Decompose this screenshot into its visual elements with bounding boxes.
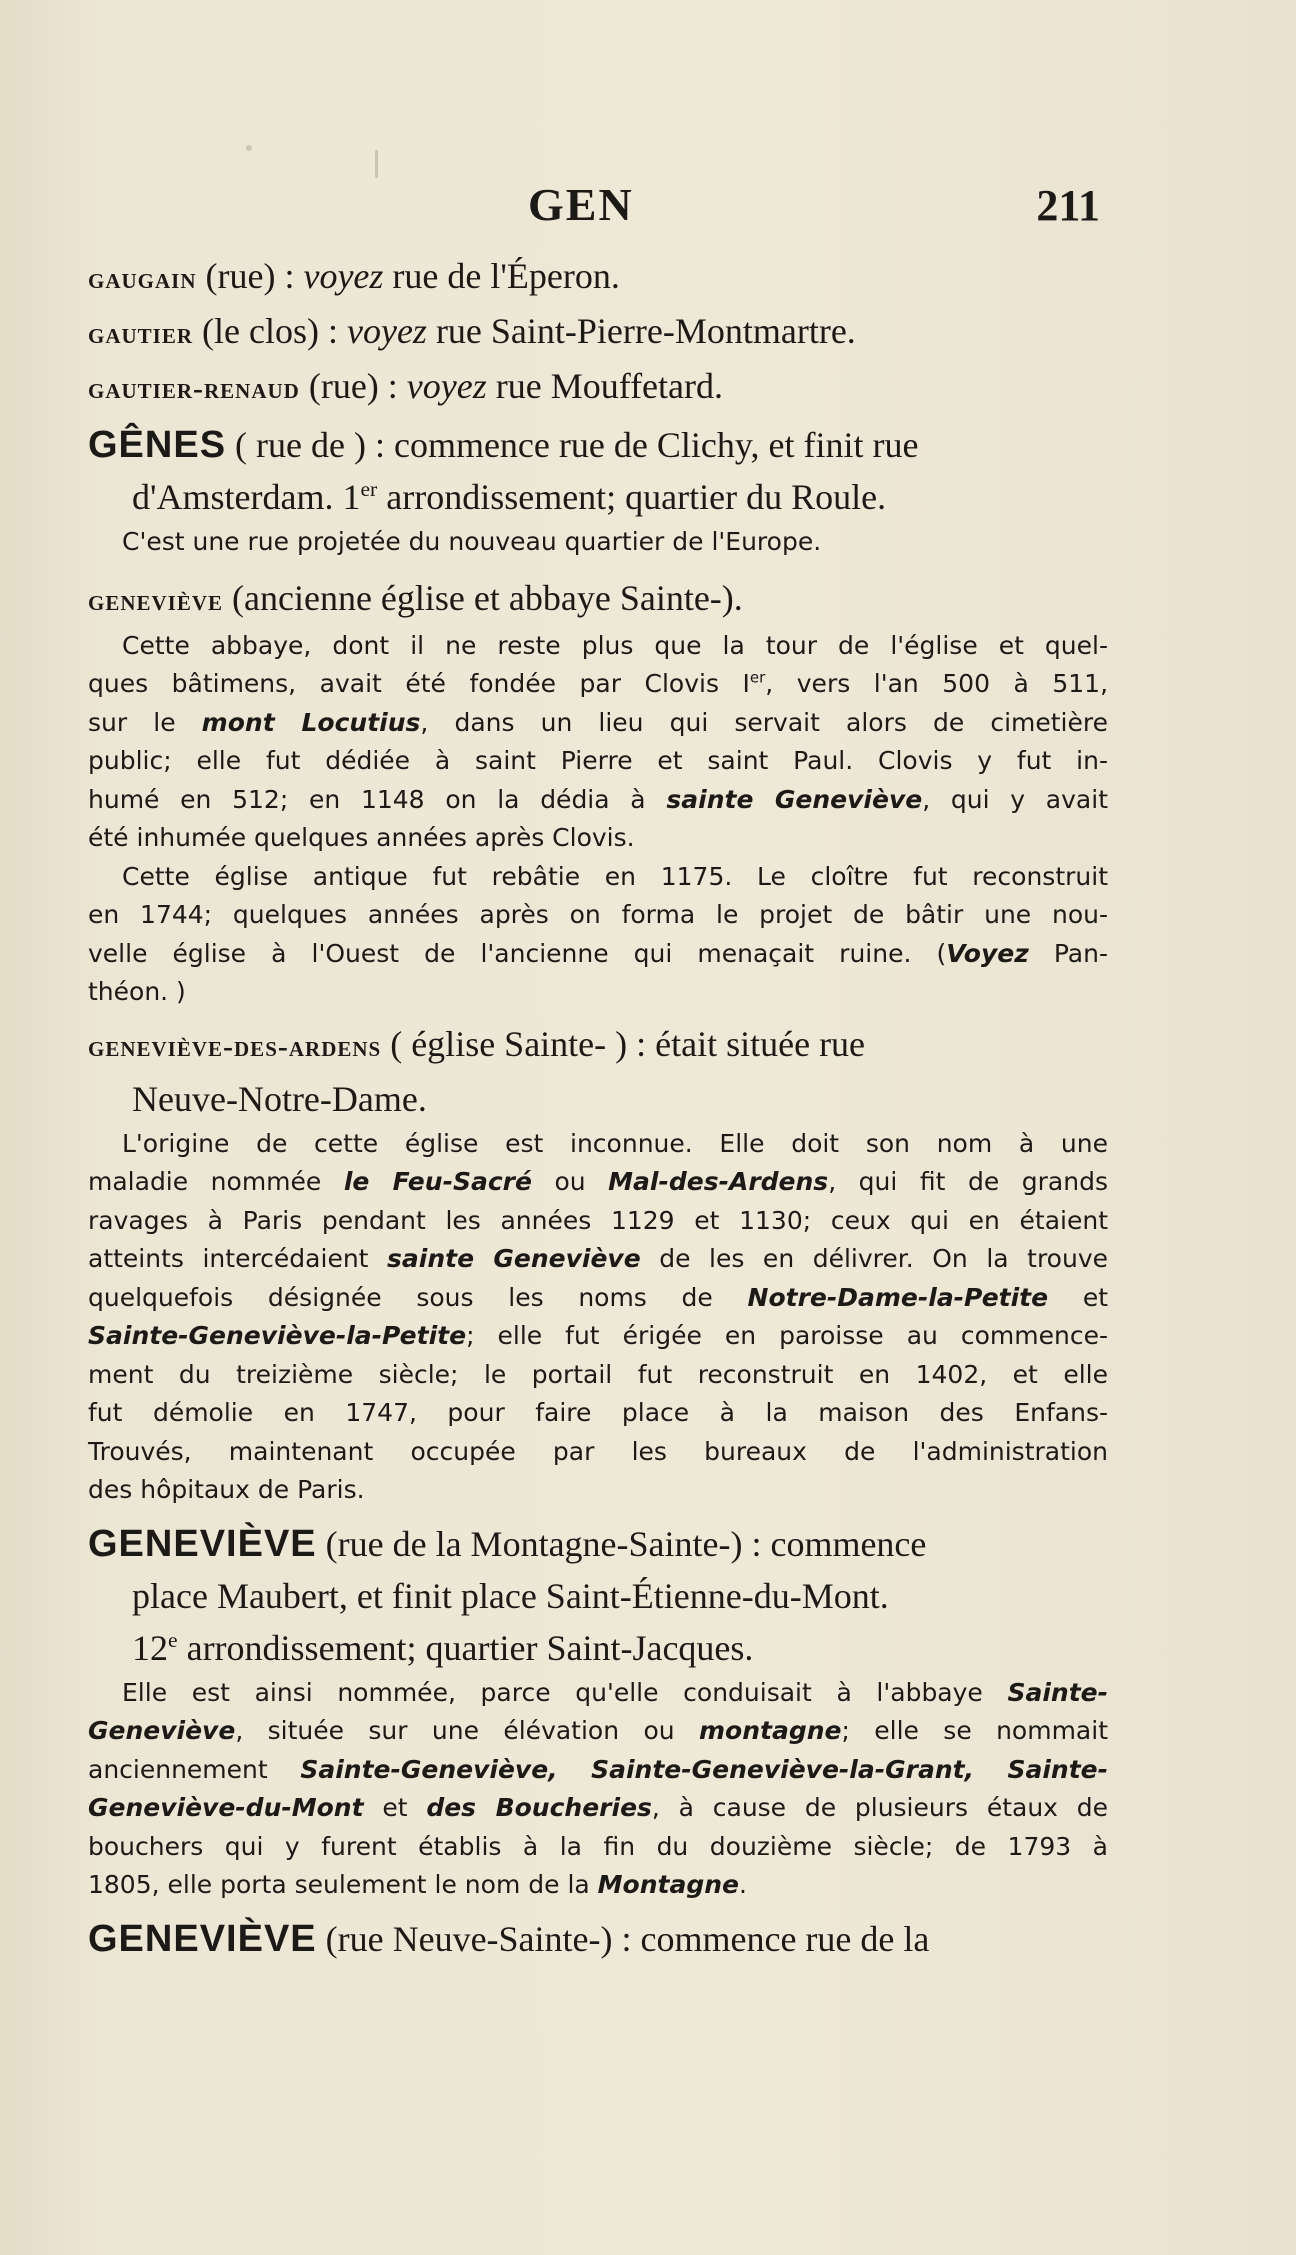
entry-head: GENEVIÈVE xyxy=(88,1917,317,1960)
entry-rue-montagne-sainte-genevieve: GENEVIÈVE (rue de la Montagne-Sainte-) : commence place Maubert, et finit place Saint-Étienne-du-Mont. 12e arrondissement; quartier Saint-Jacques. Elle est ainsi nommée, parce qu'elle conduisait à l'abbaye Sainte- Geneviève, située sur une élévation ou montagne; elle se nommait anciennement Sainte-Geneviève, Sainte-Geneviève-la-Grant, Sainte- Geneviève-du-Mont et des Boucheries, à cause de plusieurs étaux de bouchers qui y furent établis à la fin du douzième siècle; de 1793 à 1805, elle porta seulement le nom de la Montagne. xyxy=(88,1518,1108,1905)
entry-body: L'origine de cette église est inconnue. Elle doit son nom à une maladie nommée le Feu-Sacré ou Mal-des-Ardens, qui fit de grands ravages à Paris pendant les années 1129 et 1130; ceux qui en étaient atteints intercédaient sainte Geneviève de les en délivrer. On la trouve quelquefois désignée sous les noms de Notre-Dame-la-Petite et Sainte-Geneviève-la-Petite; elle fut érigée en paroisse au commence- ment du treizième siècle; le portail fut reconstruit en 1402, et elle fut démolie en 1747, pour faire place à la maison des Enfans- Trouvés, maintenant occupée par les bureaux de l'administration des hôpitaux de Paris. xyxy=(88,1128,1108,1504)
entry-body: Cette abbaye, dont il ne reste plus que la tour de l'église et quel- ques bâtimens, avait été fondée par Clovis Ier, vers l'an 500 à 511, sur le mont Locutius, dans un lieu qui servait alors de cimetière public; elle fut dédiée à saint Pierre et saint Paul. Clovis y fut in- humé en 512; en 1148 on la dédia à sainte Geneviève, qui y avait été inhumée quelques années après Clovis. Cette église antique fut rebâtie en 1175. Le cloître fut reconstruit en 1744; quelques années après on forma le projet de bâtir une nou- velle église à l'Ouest de l'ancienne qui menaçait ruine. (Voyez Pan- théon. ) xyxy=(88,630,1109,1006)
dictionary-content xyxy=(88,250,1108,1965)
entry-head: gautier xyxy=(88,317,194,350)
entry-genevieve-des-ardens: geneviève-des-ardens ( église Sainte- ) : était située rue Neuve-Notre-Dame. L'origine de cette église est inconnue. Elle doit son nom à une maladie nommée le Feu-Sacré ou Mal-des-Ardens, qui fit de grands ravages à Paris pendant les années 1129 et 1130; ceux qui en étaient atteints intercédaient sainte Geneviève de les en délivrer. On la trouve quelquefois désignée sous les noms de Notre-Dame-la-Petite et Sainte-Geneviève-la-Petite; elle fut érigée en paroisse au commence- ment du treizième siècle; le portail fut reconstruit en 1402, et elle fut démolie en 1747, pour faire place à la maison des Enfans- Trouvés, maintenant occupée par les bureaux de l'administration des hôpitaux de Paris. xyxy=(88,1018,1108,1510)
paper-speck xyxy=(246,145,252,151)
entry-head: geneviève xyxy=(88,583,224,617)
page-number: 211 xyxy=(1036,181,1100,230)
header-title: GEN xyxy=(528,179,634,230)
entry-body: C'est une rue projetée du nouveau quartier de l'Europe. xyxy=(122,527,822,556)
entry-genes: GÊNES ( rue de ) : commence rue de Clichy, et finit rue d'Amsterdam. 1er arrondissement; quartier du Roule. C'est une rue projetée du nouveau quartier de l'Europe. xyxy=(88,419,1108,562)
entry-body: Elle est ainsi nommée, parce qu'elle conduisait à l'abbaye Sainte- Geneviève, située sur une élévation ou montagne; elle se nommait anciennement Sainte-Geneviève, Sainte-Geneviève-la-Grant, Sainte- Geneviève-du-Mont et des Boucheries, à cause de plusieurs étaux de bouchers qui y furent établis à la fin du douzième siècle; de 1793 à 1805, elle porta seulement le nom de la Montagne. xyxy=(88,1677,1108,1899)
entry-gautier: gautier (le clos) : voyez rue Saint-Pierre-Montmartre. xyxy=(88,311,856,351)
entry-gaugain: gaugain (rue) : voyez rue de l'Éperon. xyxy=(88,256,620,296)
entry-head: gautier-renaud xyxy=(88,372,300,405)
entry-head: geneviève-des-ardens xyxy=(88,1029,382,1063)
entry-head: GÊNES xyxy=(88,424,227,466)
entry-genevieve-abbaye: geneviève (ancienne église et abbaye Sainte-). Cette abbaye, dont il ne reste plus que la tour de l'église et quel- ques bâtimens, avait été fondée par Clovis Ier, vers l'an 500 à 511, sur le mont Locutius, dans un lieu qui servait alors de cimetière public; elle fut dédiée à saint Pierre et saint Paul. Clovis y fut in- humé en 512; en 1148 on la dédia à sainte Geneviève, qui y avait été inhumée quelques années après Clovis. Cette église antique fut rebâtie en 1175. Le cloître fut reconstruit en 1744; quelques années après on forma le projet de bâtir une nou- velle église à l'Ouest de l'ancienne qui menaçait ruine. (Voyez Pan- théon. ) xyxy=(88,572,1108,1012)
entry-gautier-renaud: gautier-renaud (rue) : voyez rue Mouffetard. xyxy=(88,366,723,406)
entry-head: gaugain xyxy=(88,262,197,295)
running-header xyxy=(0,178,1296,238)
entry-head: GENEVIÈVE xyxy=(88,1522,317,1565)
paper-speck xyxy=(375,150,378,178)
entry-rue-neuve-sainte-genevieve: GENEVIÈVE (rue Neuve-Sainte-) : commence rue de la xyxy=(88,1917,930,1960)
